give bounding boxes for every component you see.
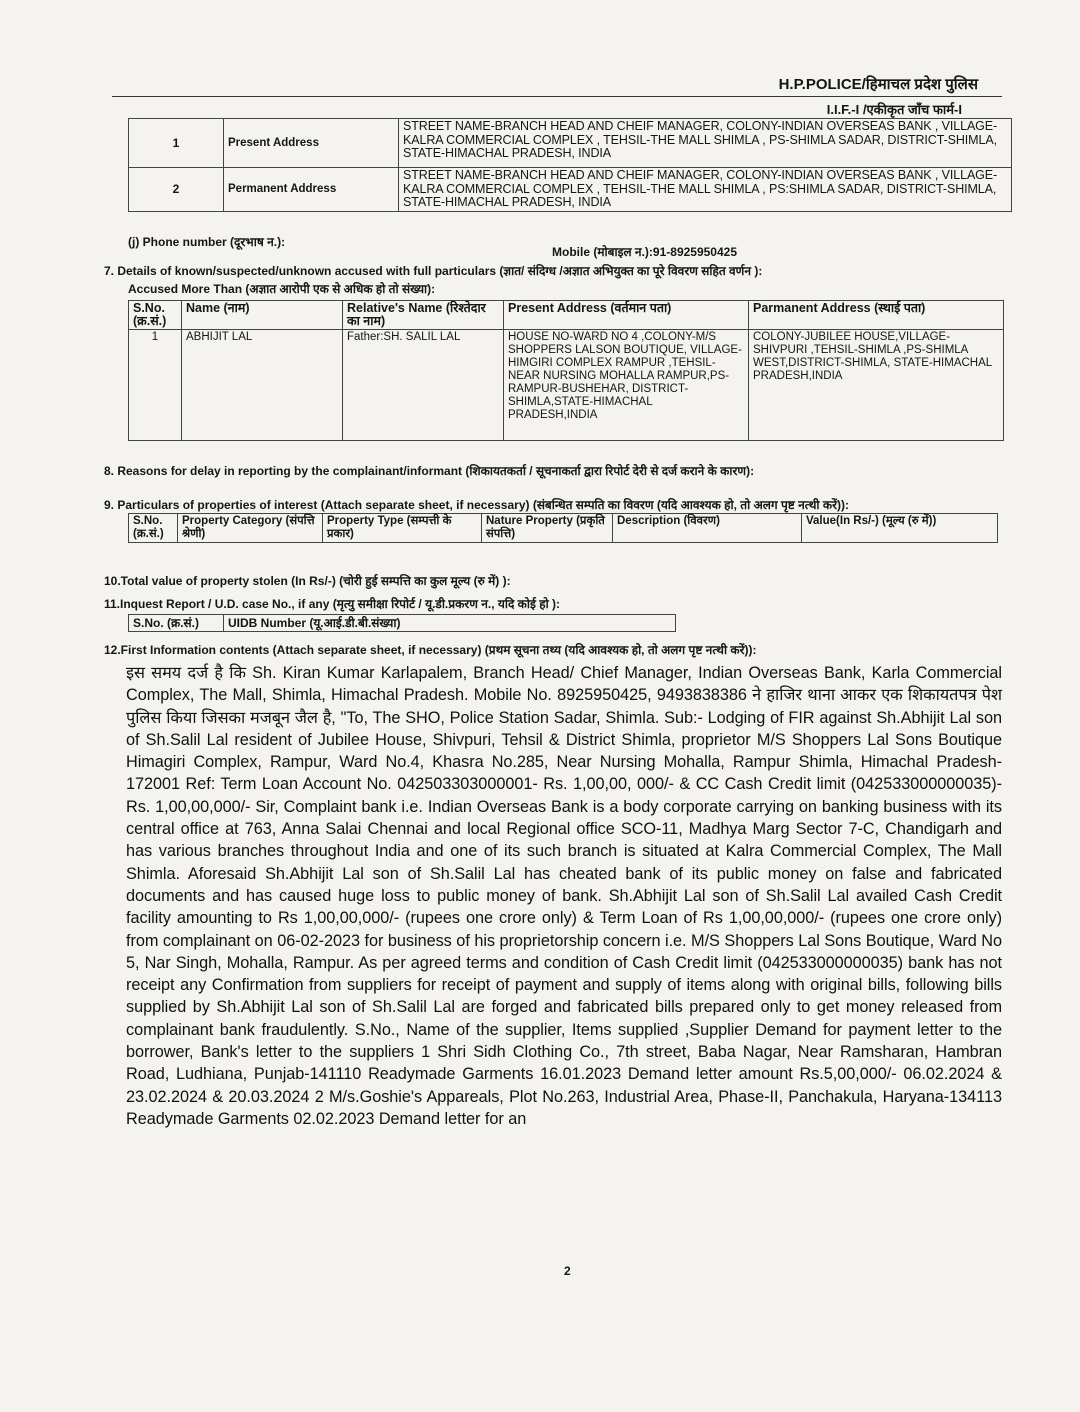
phone-label: (j) Phone number (दूरभाष न.): xyxy=(128,235,286,249)
table-row xyxy=(129,168,1012,212)
col-header: Name (नाम) xyxy=(182,301,343,330)
accused-name: ABHIJIT LAL xyxy=(182,330,343,441)
accused-permanent-address: COLONY-JUBILEE HOUSE,VILLAGE-SHIVPURI ,TEHSIL-SHIMLA ,PS-SHIMLA WEST,DISTRICT-SHIMLA, STATE-HIMACHAL PRADESH,INDIA xyxy=(749,330,1004,441)
col-header: S.No. (क्र.सं.) xyxy=(129,301,182,330)
col-header: UIDB Number (यू.आई.डी.बी.संख्या) xyxy=(224,615,676,632)
accused-present-address: HOUSE NO-WARD NO 4 ,COLONY-M/S SHOPPERS LALSON BOUTIQUE, VILLAGE-HIMGIRI COMPLEX RAMPUR ,TEHSIL-NEAR NURSING MOHALLA RAMPUR,PS-RAMPUR-BUSHEHAR, DISTRICT-SHIMLA,STATE-HIMACHAL PRADESH,INDIA xyxy=(504,330,749,441)
address-sno: 2 xyxy=(129,168,224,212)
table-row xyxy=(129,119,1012,168)
col-header: Nature Property (प्रकृति संपत्ति) xyxy=(482,514,613,543)
col-header: Parmanent Address (स्थाई पता) xyxy=(749,301,1004,330)
section-7-title: 7. Details of known/suspected/unknown accused with full particulars (ज्ञात/ संदिग्ध /अज्ञात अभियुक्त का पूरे विवरण सहित वर्णन ): xyxy=(104,264,763,278)
address-table xyxy=(128,118,1012,212)
col-header: S.No. (क्र.सं.) xyxy=(129,615,224,632)
address-label: Present Address xyxy=(224,119,399,168)
present-address-value: STREET NAME-BRANCH HEAD AND CHEIF MANAGER, COLONY-INDIAN OVERSEAS BANK , VILLAGE-KALRA COMMERCIAL COMPLEX , TEHSIL-THE MALL SHIMLA , PS-SHIMLA SADAR, DISTRICT-SHIMLA, STATE-HIMACHAL PRADESH, INDIA xyxy=(399,119,1012,168)
section-12-title: 12.First Information contents (Attach separate sheet, if necessary) (प्रथम सूचना तथ्य (यदि आवश्यक हो, तो अलग पृष्ट नत्थी करें)): xyxy=(104,643,757,657)
section-8-title: 8. Reasons for delay in reporting by the complainant/informant (शिकायतकर्ता / सूचनाकर्ता द्वारा रिपोर्ट देरी से दर्ज कराने के कारण): xyxy=(104,464,755,478)
header-rule xyxy=(112,96,1002,97)
table-header-row xyxy=(129,301,1004,330)
col-header: Property Type (सम्पत्ती के प्रकार) xyxy=(323,514,482,543)
col-header: Value(In Rs/-) (मूल्य (रु में)) xyxy=(802,514,998,543)
header-title: H.P.POLICE/हिमाचल प्रदेश पुलिस xyxy=(778,76,978,93)
permanent-address-value: STREET NAME-BRANCH HEAD AND CHEIF MANAGER, COLONY-INDIAN OVERSEAS BANK , VILLAGE-KALRA COMMERCIAL COMPLEX , TEHSIL-THE MALL SHIMLA , PS:SHIMLA SADAR, DISTRICT-SHIMLA, STATE-HIMACHAL PRADESH, INDIA xyxy=(399,168,1012,212)
section-10-title: 10.Total value of property stolen (In Rs/-) (चोरी हुई सम्पत्ति का कुल मूल्य (रु में) ): xyxy=(104,574,511,588)
col-header: S.No. (क्र.सं.) xyxy=(129,514,178,543)
accused-relative: Father:SH. SALIL LAL xyxy=(343,330,504,441)
table-row xyxy=(129,330,1004,441)
property-table xyxy=(128,513,998,543)
col-header: Description (विवरण) xyxy=(613,514,802,543)
col-header: Relative's Name (रिश्तेदार का नाम) xyxy=(343,301,504,330)
accused-more-than: Accused More Than (अज्ञात आरोपी एक से अधिक हो तो संख्या): xyxy=(128,282,436,296)
section-9-title: 9. Particulars of properties of interest (Attach separate sheet, if necessary) (संबन्धित सम्पति का विवरण (यदि आवश्यक हो, तो अलग पृष्ट नत्थी करें)): xyxy=(104,498,849,512)
page-number: 2 xyxy=(564,1264,571,1278)
table-header-row xyxy=(129,514,998,543)
accused-table xyxy=(128,300,1004,441)
form-name: I.I.F.-I /एकीकृत जाँच फार्म-I xyxy=(826,102,962,117)
inquest-table xyxy=(128,614,676,632)
table-header-row xyxy=(129,615,676,632)
fir-contents: इस समय दर्ज है कि Sh. Kiran Kumar Karlapalem, Branch Head/ Chief Manager, Indian Overseas Bank, Karla Commercial Complex, The Mall, Shimla, Himachal Pradesh. Mobile No. 8925950425, 9493838386 ने हाजिर थाना आकर एक शिकायतपत्र पेश पुलिस किया जिसका मजबून जैल है, "To, The SHO, Police Station Sadar, Shimla. Sub:- Lodging of FIR against Sh.Abhijit Lal son of Sh.Salil Lal resident of Jubilee House, Shivpuri, Tehsil & District Shimla, proprietor M/S Shoppers Lal Sons Boutique Himagiri Complex, Rampur, Ward No.4, Khasra No.285, Near Nursing Mohalla, Rampur Shimla, Himachal Pradesh-172001 Ref: Term Loan Account No. 042503303000001- Rs. 1,00,00, 000/- & CC Cash Credit limit (042533000000035)- Rs. 1,00,00,000/- Sir, Complaint bank i.e. Indian Overseas Bank is a body corporate carrying on banking business with its central office at 763, Anna Salai Chennai and local Regional office SCO-11, Madhya Marg Sector 7-C, Chandigarh and has various branches throughout India and one of its such branch is situated at Kalra Commercial Complex, The Mall Shimla. Aforesaid Sh.Abhijit Lal son of Sh.Salil Lal has cheated bank of its public money on false and fabricated documents and has caused huge loss to public money of bank. Sh.Abhijit Lal son of Sh.Salil Lal availed Cash Credit facility amounting to Rs 1,00,00,000/- (rupees one crore only) & Term Loan of Rs 1,00,00,000/- (rupees one crore only) from complainant on 06-02-2023 for business of his proprietorship concern i.e. M/S Shoppers Lal Sons Boutique, Ward No 5, Nar Singh, Mohalla, Rampur. As per agreed terms and condition of Cash Credit limit (042533000000035) bank has not receipt any Confirmation from suppliers for receipt of payment and supply of items along with original bills, following bills supplied by Sh.Abhijit Lal son of Sh.Salil Lal are forged and fabricated bills prepared only to get money released from complainant bank fraudulently. S.No., Name of the supplier, Items supplied ,Supplier Demand for payment letter to the borrower, Bank's letter to the suppliers 1 Shri Sidh Clothing Co., 7th street, Baba Nagar, Near Ramsharan, Hambran Road, Ludhiana, Punjab-141110 Readymade Garments 16.01.2023 Demand letter amount Rs.5,00,000/- 06.02.2024 & 23.02.2024 & 20.03.2024 2 M/s.Goshie's Appareals, Plot No.263, Industrial Area, Phase-II, Panchakula, Haryana-134113 Readymade Garments 02.02.2023 Demand letter for an xyxy=(126,664,1002,1128)
address-sno: 1 xyxy=(129,119,224,168)
col-header: Present Address (वर्तमान पता) xyxy=(504,301,749,330)
address-label: Permanent Address xyxy=(224,168,399,212)
mobile-number: Mobile (मोबाइल न.):91-8925950425 xyxy=(552,245,738,259)
col-header: Property Category (संपत्ति श्रेणी) xyxy=(178,514,323,543)
accused-sno: 1 xyxy=(129,330,182,441)
section-11-title: 11.Inquest Report / U.D. case No., if any (मृत्यु समीक्षा रिपोर्ट / यू.डी.प्रकरण न., यदि कोई हो ): xyxy=(104,597,561,611)
